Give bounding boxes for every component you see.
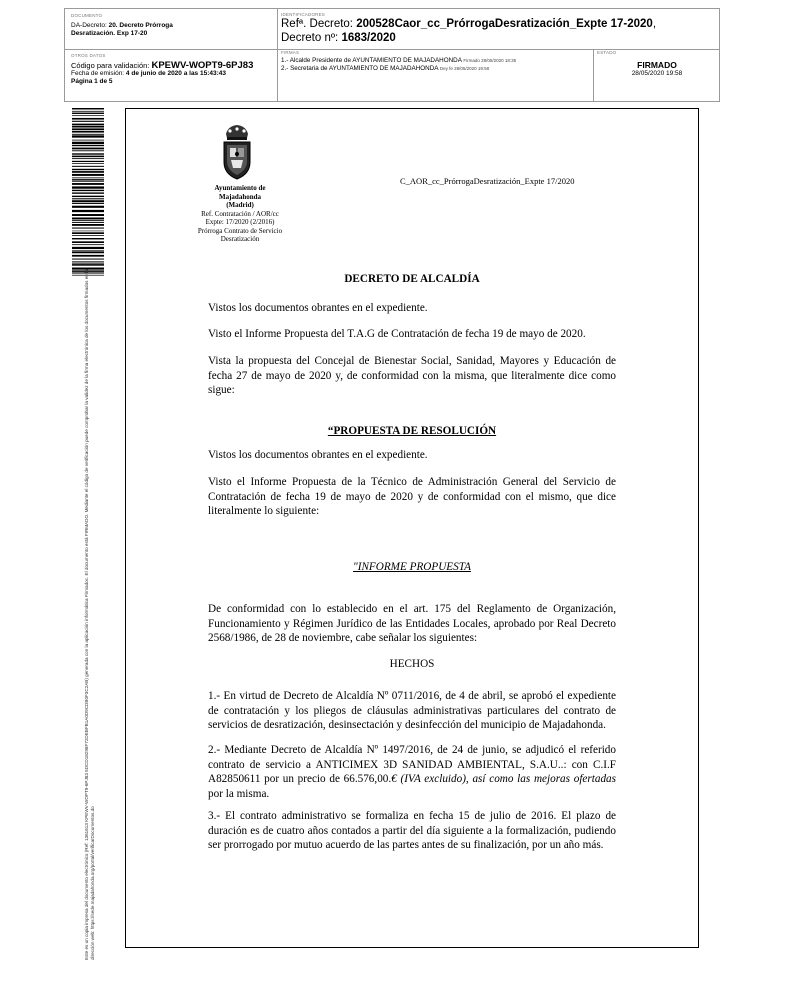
decree-title: DECRETO DE ALCALDÍA xyxy=(344,273,480,285)
coat-of-arms-icon xyxy=(218,124,256,180)
paragraph-4: Vistos los documentos obrantes en el expediente. xyxy=(208,449,428,461)
muni-ref2: Expte: 17/2020 (2/2016) xyxy=(205,218,275,226)
otros-datos-cell xyxy=(71,53,275,86)
fecha-label: Fecha de emisión: xyxy=(71,70,126,77)
municipality-block xyxy=(186,184,294,244)
hecho-2-price-note: € (IVA excluido), así como las mejoras ofertadas xyxy=(391,773,616,785)
paragraph-1: Vistos los documentos obrantes en el expediente. xyxy=(208,302,428,314)
identificadores-caption: IDENTIFICADORES xyxy=(281,12,326,17)
informe-heading xyxy=(208,560,616,575)
muni-name-line3: (Madrid) xyxy=(226,201,254,209)
muni-ref3: Prórroga Contrato de Servicio xyxy=(197,226,283,235)
codigo-label: Código para validación: xyxy=(71,61,152,70)
estado-date: 28/05/2020 19:58 xyxy=(631,70,683,77)
decreto-prefix: Decreto nº: xyxy=(281,32,342,44)
identificadores-cell xyxy=(281,12,717,45)
hechos-heading: HECHOS xyxy=(389,658,435,670)
documento-title: 20. Decreto Prórroga xyxy=(108,22,173,29)
codigo-value: KPEWV-WOPT9-6PJ83 xyxy=(151,60,254,71)
otros-caption: OTROS DATOS xyxy=(71,53,106,58)
firma-1: 1.- Alcalde Presidente de AYUNTAMIENTO DE MAJADAHONDA xyxy=(281,57,462,64)
paragraph-2: Visto el Informe Propuesta del T.A.G de Contratación de fecha 19 de mayo de 2020. xyxy=(208,328,586,340)
hecho-2-text: 2.- Mediante Decreto de Alcaldía Nº 1497/2016, de 24 de junio, se adjudicó el referido contrato de servicio a ANTICIMEX 3D SANIDAD AMBIENTAL, S.A.U..: con C.I.F A82850611 por un precio de 66.576,00. xyxy=(208,744,616,785)
muni-ref1: Ref. Contratación / AOR/cc xyxy=(201,209,279,218)
documento-subtitle: Desratización. Exp 17-20 xyxy=(71,30,148,37)
fecha-value: 4 de junio de 2020 a las 15:43:43 xyxy=(125,70,227,77)
estado-value: FIRMADO xyxy=(637,60,677,70)
estado-cell xyxy=(597,50,717,77)
barcode xyxy=(72,108,104,276)
firma-1-date: Firmado 28/05/2020 18:35 xyxy=(463,58,517,63)
firma-2: 2.- Secretaria de AYUNTAMIENTO DE MAJADAHONDA xyxy=(281,65,439,72)
propuesta-title: “PROPUESTA DE RESOLUCIÓN xyxy=(327,425,497,437)
propuesta-heading xyxy=(208,424,616,439)
firma-2-date: Dey fe 28/05/2020 19:58 xyxy=(439,66,490,71)
pagina-count: Página 1 de 5 xyxy=(71,78,113,85)
paragraph-3: Vista la propuesta del Concejal de Bienestar Social, Sanidad, Mayores y Educación de fecha 27 de mayo de 2020 y, de conformidad con la misma, que literalmente dice como sigue: xyxy=(208,355,616,396)
firmas-caption: FIRMAS xyxy=(281,50,300,55)
estado-caption: ESTADO xyxy=(597,50,617,55)
hecho-2 xyxy=(208,743,616,801)
firmas-cell xyxy=(281,50,591,73)
informe-title: "INFORME PROPUESTA xyxy=(353,561,471,573)
paragraph-5: Visto el Informe Propuesta de la Técnico de Administración General del Servicio de Contratación de fecha 19 de mayo de 2020 y de conformidad con el mismo, que dice literalmente lo siguiente: xyxy=(208,476,616,517)
documento-cell xyxy=(71,13,271,38)
documento-caption: DOCUMENTO xyxy=(71,13,103,18)
hecho-2-end: por la misma. xyxy=(208,787,270,800)
muni-name-line2: Majadahonda xyxy=(218,192,261,201)
hecho-1: 1.- En virtud de Decreto de Alcaldía Nº 0711/2016, de 4 de abril, se aprobó el expediente de contratación y los pliegos de cláusulas administrativas particulares del contrato de servicios de desratización, desinsectación y desinfección del municipio de Majadahonda. xyxy=(208,690,616,731)
ref-suffix: , xyxy=(652,18,657,30)
documento-prefix: DA-Decreto: xyxy=(71,22,109,29)
muni-name-line1: Ayuntamiento de xyxy=(214,184,266,192)
decreto-number: 1683/2020 xyxy=(341,32,396,44)
document-code: C_AOR_cc_PrórrogaDesratización_Expte 17/2020 xyxy=(400,176,575,186)
ref-value: 200528Caor_cc_PrórrogaDesratización_Expte 17-2020 xyxy=(356,18,653,30)
hecho-3: 3.- El contrato administrativo se formaliza en fecha 15 de julio de 2016. El plazo de duración es de cuatro años contados a partir del día siguiente a la formalización, pudiendo ser prorrogado por mutuo acuerdo de las partes antes de su finalización, por un año más. xyxy=(208,810,616,851)
ref-prefix: Refª. Decreto: xyxy=(281,18,357,30)
paragraph-6: De conformidad con lo establecido en el art. 175 del Reglamento de Organización, Funcionamiento y Régimen Jurídico de las Entidades Locales, aprobado por Real Decreto 2568/1986, de 28 de noviembre, cabe señalar los siguientes: xyxy=(208,603,616,644)
signature-header xyxy=(64,8,720,102)
muni-ref4: Desratización xyxy=(220,235,260,243)
verification-side-note: Este es un copia impresa del documento electrónico (Ref: 1361613 KPEWV-WOPT9-6PJ83 5DCD18298F72DEBFB1A0D9CDB0F3C2AB) generada con la aplicación informática Firmadoc. El documento está FIRMADO. Mediante el código de verificación puede comprobar la validez de la firma electrónica de los documentos firmados en la dirección web: https://sede.majadahonda.org/portal/verificarDocumentos.do xyxy=(84,269,95,960)
